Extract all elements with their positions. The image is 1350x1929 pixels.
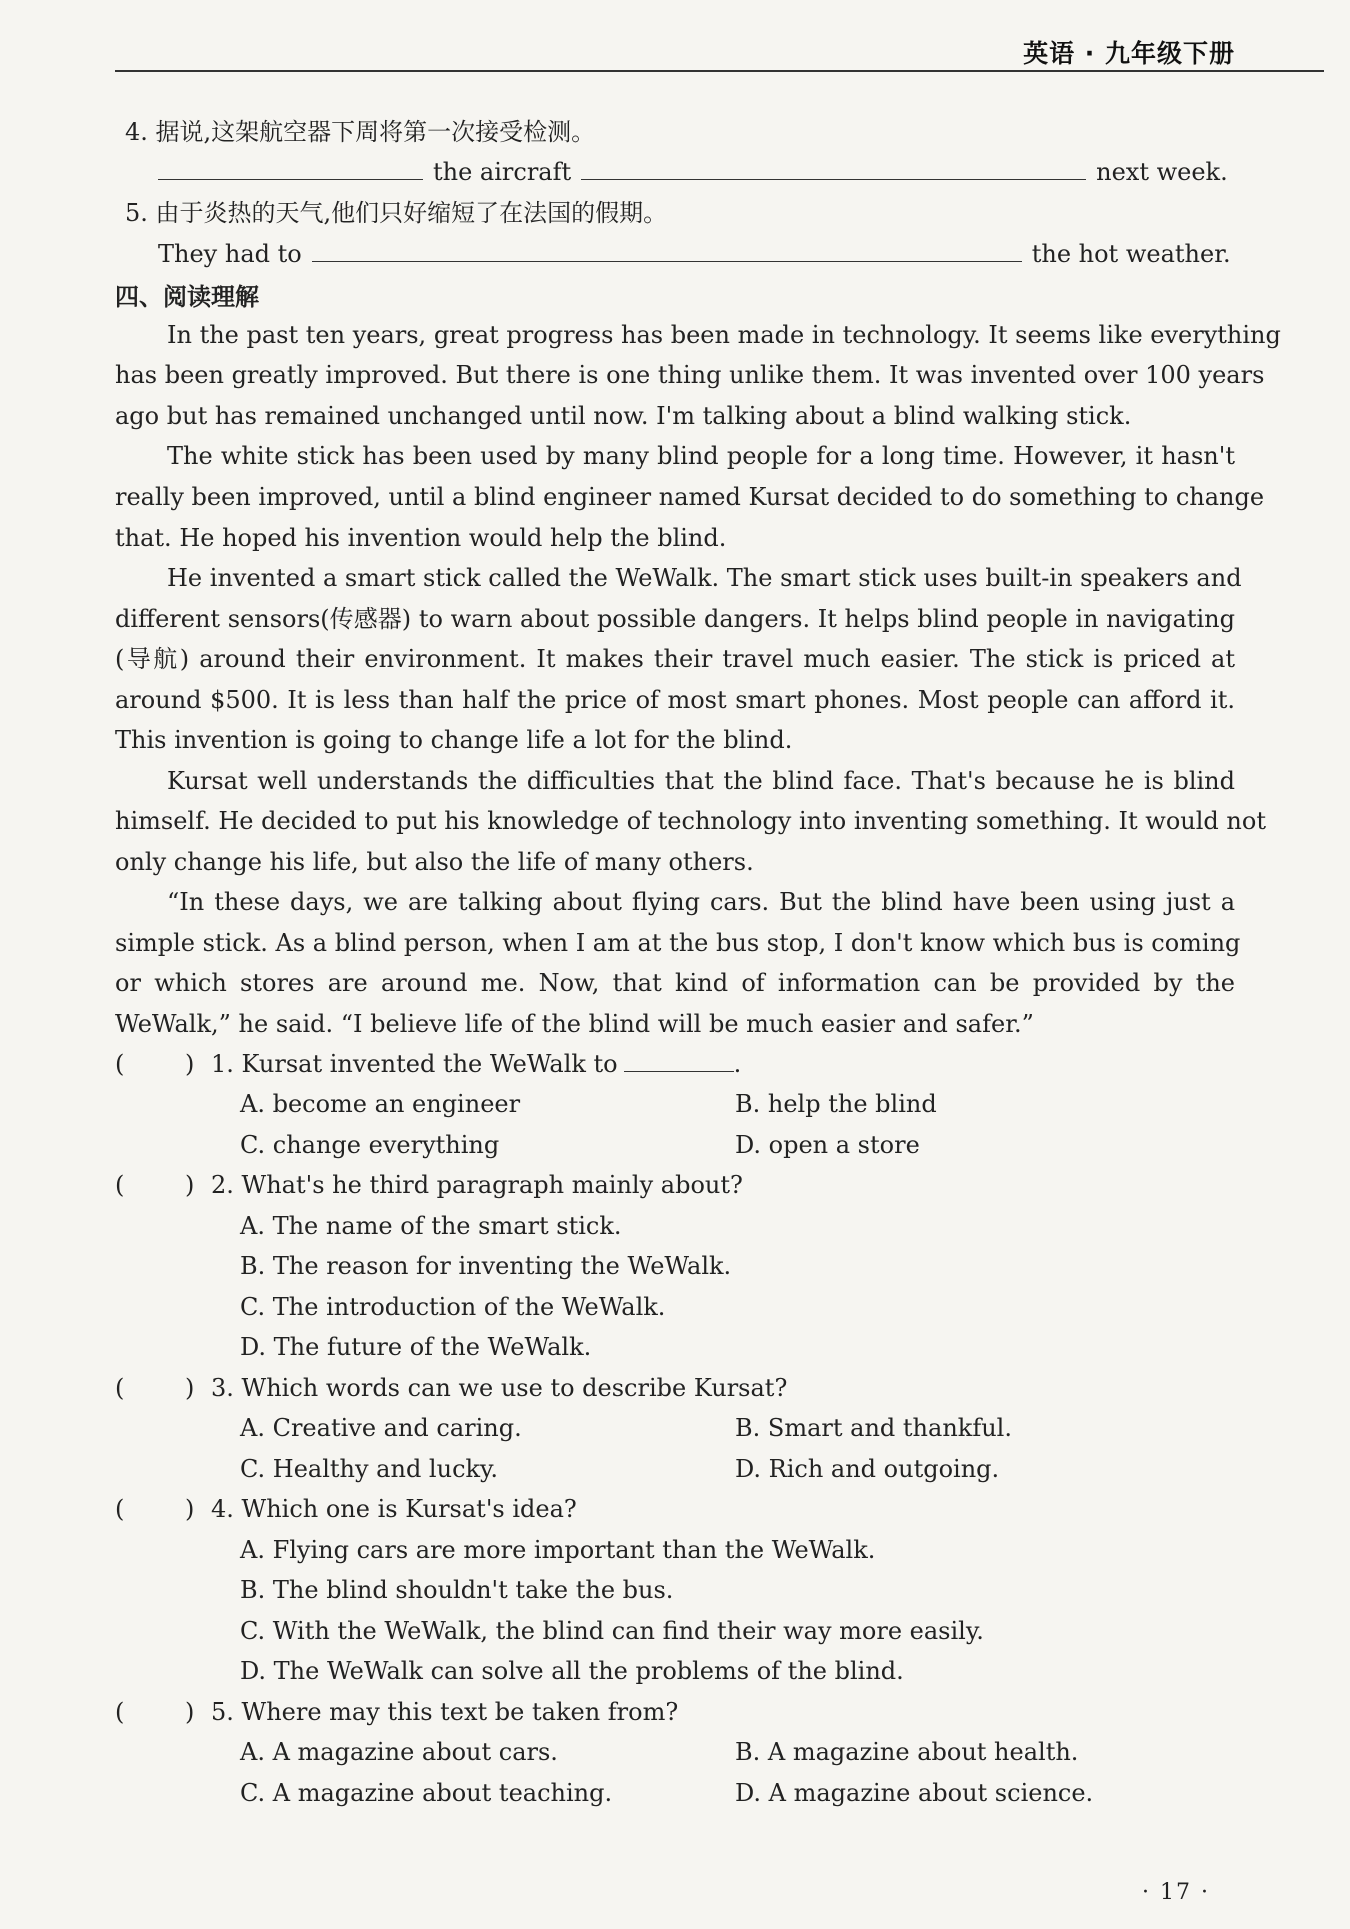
option-b[interactable]: B. The blind shouldn't take the bus. <box>240 1576 674 1604</box>
option-b[interactable]: B. help the blind <box>735 1090 937 1118</box>
question-stem: 1. Kursat invented the WeWalk to <box>211 1050 618 1078</box>
question-1 <box>115 1044 1235 1084</box>
answer-paren-close: ) <box>185 1495 195 1523</box>
answer-paren-close: ) <box>185 1050 195 1078</box>
option-d[interactable]: D. A magazine about science. <box>735 1779 1094 1807</box>
question-stem-end: . <box>733 1050 742 1078</box>
passage-line: Kursat well understands the difficulties that the blind face. That's because he is blind <box>167 767 1235 795</box>
question-stem: 4. Which one is Kursat's idea? <box>211 1495 577 1523</box>
question-4 <box>115 1489 1235 1529</box>
passage-line: only change his life, but also the life of many others. <box>115 848 754 876</box>
option-b[interactable]: B. Smart and thankful. <box>735 1414 1012 1442</box>
passage-line: This invention is going to change life a lot for the blind. <box>115 726 793 754</box>
passage-line: around $500. It is less than half the price of most smart phones. Most people can afford it. <box>115 686 1235 714</box>
translation-q4-end: next week. <box>1096 158 1228 186</box>
translation-q5-start: They had to <box>158 240 302 268</box>
translation-q4-prompt: 4. 据说,这架航空器下周将第一次接受检测。 <box>125 118 596 146</box>
passage-line: really been improved, until a blind engineer named Kursat decided to do something to change <box>115 483 1265 511</box>
passage-line: (导航) around their environment. It makes their travel much easier. The stick is priced at <box>115 645 1235 673</box>
question-3 <box>115 1368 1235 1408</box>
passage-line: simple stick. As a blind person, when I am at the bus stop, I don't know which bus is coming <box>115 929 1241 957</box>
answer-paren-open[interactable]: ( <box>115 1374 125 1402</box>
translation-q4-middle: the aircraft <box>433 158 572 186</box>
passage-line: “In these days, we are talking about flying cars. But the blind have been using just a <box>167 888 1235 916</box>
answer-blank[interactable] <box>624 1045 734 1072</box>
answer-paren-close: ) <box>185 1171 195 1199</box>
answer-blank[interactable] <box>312 235 1022 262</box>
question-2 <box>115 1165 1235 1205</box>
header-rule <box>115 70 1324 72</box>
option-d[interactable]: D. open a store <box>735 1131 920 1159</box>
option-a[interactable]: A. Flying cars are more important than the WeWalk. <box>240 1536 876 1564</box>
passage-line: has been greatly improved. But there is one thing unlike them. It was invented over 100 years <box>115 361 1265 389</box>
passage-line: He invented a smart stick called the WeWalk. The smart stick uses built-in speakers and <box>167 564 1242 592</box>
question-stem: 5. Where may this text be taken from? <box>211 1698 679 1726</box>
option-d[interactable]: D. Rich and outgoing. <box>735 1455 1000 1483</box>
option-c[interactable]: C. change everything <box>240 1131 500 1159</box>
question-stem: 2. What's he third paragraph mainly about? <box>211 1171 743 1199</box>
passage-line: that. He hoped his invention would help the blind. <box>115 524 727 552</box>
option-c[interactable]: C. With the WeWalk, the blind can find their way more easily. <box>240 1617 984 1645</box>
passage-line: different sensors(传感器) to warn about possible dangers. It helps blind people in navigating <box>115 605 1235 633</box>
answer-paren-close: ) <box>185 1698 195 1726</box>
translation-q4-answer-line <box>158 152 1235 192</box>
option-b[interactable]: B. A magazine about health. <box>735 1738 1079 1766</box>
translation-q5-prompt: 5. 由于炎热的天气,他们只好缩短了在法国的假期。 <box>125 199 668 227</box>
passage-line: WeWalk,” he said. “I believe life of the blind will be much easier and safer.” <box>115 1010 1034 1038</box>
header-title: 英语 · 九年级下册 <box>1023 39 1235 68</box>
option-a[interactable]: A. The name of the smart stick. <box>240 1212 622 1240</box>
option-c[interactable]: C. The introduction of the WeWalk. <box>240 1293 666 1321</box>
option-a[interactable]: A. become an engineer <box>240 1090 521 1118</box>
answer-paren-open[interactable]: ( <box>115 1698 125 1726</box>
option-b[interactable]: B. The reason for inventing the WeWalk. <box>240 1252 732 1280</box>
passage-line: In the past ten years, great progress has been made in technology. It seems like everything <box>167 321 1281 349</box>
option-c[interactable]: C. Healthy and lucky. <box>240 1455 499 1483</box>
answer-paren-close: ) <box>185 1374 195 1402</box>
option-d[interactable]: D. The WeWalk can solve all the problems of the blind. <box>240 1657 904 1685</box>
answer-paren-open[interactable]: ( <box>115 1171 125 1199</box>
answer-blank[interactable] <box>581 153 1086 180</box>
passage-line: The white stick has been used by many blind people for a long time. However, it hasn't <box>167 442 1235 470</box>
answer-paren-open[interactable]: ( <box>115 1050 125 1078</box>
translation-q5-answer-line <box>158 234 1235 274</box>
answer-paren-open[interactable]: ( <box>115 1495 125 1523</box>
option-a[interactable]: A. Creative and caring. <box>240 1414 522 1442</box>
page-number: · 17 · <box>1142 1880 1210 1905</box>
passage-line: himself. He decided to put his knowledge of technology into inventing something. It would not <box>115 807 1266 835</box>
section-title: 四、阅读理解 <box>115 283 259 311</box>
question-5 <box>115 1692 1235 1732</box>
passage-line: ago but has remained unchanged until now. I'm talking about a blind walking stick. <box>115 402 1132 430</box>
translation-q5-end: the hot weather. <box>1031 240 1231 268</box>
option-c[interactable]: C. A magazine about teaching. <box>240 1779 613 1807</box>
answer-blank[interactable] <box>158 153 423 180</box>
passage-line: or which stores are around me. Now, that kind of information can be provided by the <box>115 969 1235 997</box>
option-a[interactable]: A. A magazine about cars. <box>240 1738 558 1766</box>
question-stem: 3. Which words can we use to describe Kursat? <box>211 1374 788 1402</box>
option-d[interactable]: D. The future of the WeWalk. <box>240 1333 592 1361</box>
